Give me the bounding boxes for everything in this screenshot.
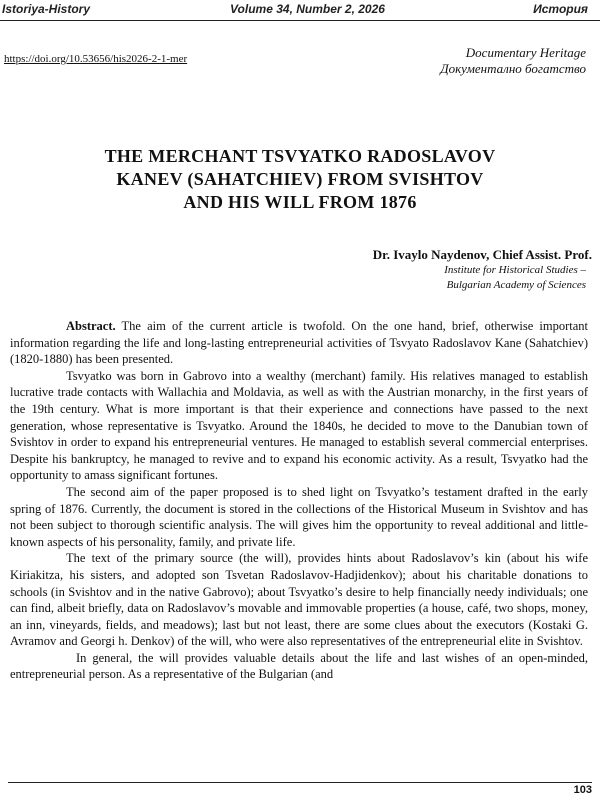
journal-name: Istoriya-History <box>2 2 91 16</box>
title-line-1: THE MERCHANT TSVYATKO RADOSLAVOV <box>104 146 496 166</box>
article-title <box>20 145 580 214</box>
affiliation-line-1: Institute for Historical Studies – <box>444 264 586 276</box>
doi-link[interactable]: https://doi.org/10.53656/his2026-2-1-mer <box>4 53 188 65</box>
body-paragraph-4: The text of the primary source (the will), provides hints about Radoslavov’s kin (about his wife Kiriakitza, his sisters, and adopted son Tsvetan Radoslavov-Hadjidenkov); about his charitable donations to schools (in Svishtov and in the native Gabrovo); about Tsvyatko’s desire to help financially needy individuals; one can find, albeit briefly, data on Radoslavov’s movable and immovable properties (a house, café, two shops, money, an inn, vineyards, fields, and meadows); last but not least, there are some clues about the executors (Kostaki G. Avramov and Georgi h. Denkov) of the will, who were also representatives of the entrepreneurial elite in Svishtov. <box>10 551 588 649</box>
title-line-2: KANEV (SAHATCHIEV) FROM SVISHTOV <box>116 169 484 189</box>
journal-name-bg: История <box>533 2 588 16</box>
page-number: 103 <box>573 784 592 796</box>
author-name: Dr. Ivaylo Naydenov, Chief Assist. Prof. <box>372 247 592 262</box>
article-body <box>10 318 588 683</box>
footer-divider <box>8 782 592 783</box>
section-label <box>440 45 586 77</box>
body-paragraph-2: Tsvyatko was born in Gabrovo into a wealthy (merchant) family. His relatives managed to establish lucrative trade contacts with Wallachia and Moldavia, as well as with the Austrian monarchy, in the first years of the 19th century. What is more important is that their experience and connections have passed to the next generation, whose representative is Tsvyatko. Around the 1840s, he decided to move to the Danubian town of Svishtov in order to expand his entrepreneurial ventures. He managed to establish several commercial enterprises. Despite his bankruptcy, he managed to revive and to expand his economic activity. As a result, Tsvyatko had the opportunity to amass significant fortunes. <box>10 368 588 483</box>
abstract-paragraph <box>10 318 588 368</box>
volume-info: Volume 34, Number 2, 2026 <box>230 2 385 16</box>
abstract-text: The aim of the current article is twofold. On the one hand, brief, otherwise important information regarding the life and long-lasting entrepreneurial activities of Tsvyato Radoslavov Kane (Sahatchiev) (1820-1880) has been presented. <box>10 319 588 367</box>
section-en: Documentary Heritage <box>465 45 586 60</box>
author-affiliation <box>444 263 586 293</box>
running-header <box>0 0 600 21</box>
affiliation-line-2: Bulgarian Academy of Sciences <box>446 279 586 291</box>
abstract-label: Abstract. <box>66 319 116 333</box>
body-paragraph-5: In general, the will provides valuable details about the life and last wishes of an open-minded, entrepreneurial person. As a representative of the Bulgarian (and <box>10 650 588 682</box>
body-paragraph-3: The second aim of the paper proposed is to shed light on Tsvyatko’s testament drafted in the early spring of 1876. Currently, the document is stored in the collections of the Historical Museum in Svishtov and has not been subject to thorough scientific analysis. The will gives him the opportunity to reveal additional and little-known aspects of his personality, family, and private life. <box>10 484 588 549</box>
section-bg: Документално богатство <box>440 61 586 76</box>
title-line-3: AND HIS WILL FROM 1876 <box>183 192 417 212</box>
